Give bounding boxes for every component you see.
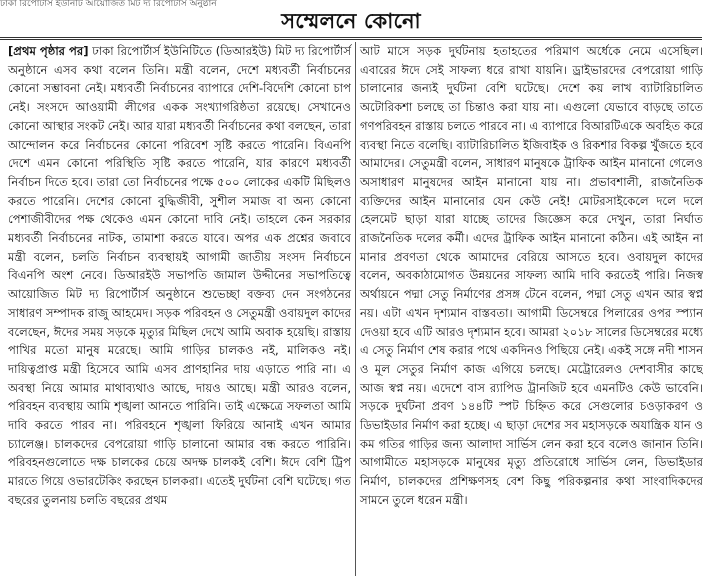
article-paragraph-left [8,42,351,510]
continuation-dateline: [প্রথম পৃষ্ঠার পর] [8,44,89,58]
article-column-left [8,42,351,576]
article-body-left: ঢাকা রিপোর্টার্স ইউনিটিতে (ডিআরইউ) মিট দ্য রিপোর্টার্স অনুষ্ঠানে এসব কথা বলেন তিনি। মন্ত্রী বলেন, দেশে মধ্যবর্তী নির্বাচনের কোনো সম্ভাবনা নেই। মধ্যবর্তী নির্বাচনের ব্যাপারে দেশি-বিদেশি কোনো চাপ নেই। সংসদে আওয়ামী লীগের একক সংখ্যাগরিষ্ঠতা রয়েছে। সেখানেও কোনো আস্থার সংকট নেই। আর যারা মধ্যবর্তী নির্বাচনের কথা বলছেন, তারা আন্দোলন করে নির্বাচনের কোনো পরিবেশ সৃষ্টি করতে পারেনি। বিএনপি দেশে এমন কোনো পরিস্থিতি সৃষ্টি করতে পারেনি, যার কারণে মধ্যবর্তী নির্বাচন দিতে হবে। তারা তো নির্বাচনের পক্ষে ৫০০ লোকের একটি মিছিলও করতে পারেনি। দেশের কোনো বুদ্ধিজীবী, সুশীল সমাজ বা অন্য কোনো পেশাজীবীদের পক্ষ থেকেও এমন কোনো দাবি নেই। তাহলে কেন সরকার মধ্যবর্তী নির্বাচনের নাটক, তামাশা করতে যাবে। অপর এক প্রশ্নের জবাবে মন্ত্রী বলেন, চলতি নির্বাচন ব্যবস্থায়ই আগামী জাতীয় সংসদ নির্বাচনে বিএনপি অংশ নেবে। ডিআরইউ সভাপতি জামাল উদ্দীনের সভাপতিত্বে আয়োজিত মিট দ্য রিপোর্টার্স অনুষ্ঠানে শুভেচ্ছা বক্তব্য দেন সংগঠনের সাধারণ সম্পাদক রাজু আহমেদ। সড়ক পরিবহন ও সেতুমন্ত্রী ওবায়দুল কাদের বলেছেন, ঈদের সময় সড়কে মৃত্যুর মিছিল দেখে আমি অবাক হয়েছি। রাস্তায় পাখির মতো মানুষ মরেছে। আমি গাড়ির চালকও নই, মালিকও নই। দায়িত্বপ্রাপ্ত মন্ত্রী হিসেবে আমি এসব প্রাণহানির দায় এড়াতে পারি না। এ অবস্থা নিয়ে আমার মাথাব্যথাও আছে, দায়ও আছে। মন্ত্রী আরও বলেন, পরিবহন ব্যবস্থায় আমি শৃঙ্খলা আনতে পারিনি। তাই এক্ষেত্রে সফলতা আমি দাবি করতে পারব না। পরিবহনে শৃঙ্খলা ফিরিয়ে আনাই এখন আমার চ্যালেঞ্জ। চালকদের বেপরোয়া গাড়ি চালানো আমার বন্ধ করতে পারিনি। পরিবহনগুলোতে দক্ষ চালকের চেয়ে অদক্ষ চালকই বেশি। ঈদে বেশি ট্রিপ মারতে গিয়ে ওভারটেকিং করছেন চালকরা। এতেই দুর্ঘটনা বেশি ঘটেছে। গত বছরের তুলনায় চলতি বছরের প্রথম [8,44,351,507]
headline: সম্মেলনে কোনো [281,9,421,33]
article-column-right [360,42,703,576]
article-body-right: আট মাসে সড়ক দুর্ঘটনায় হতাহতের পরিমাণ অর্ধেকে নেমে এসেছিল। এবারের ঈদে সেই সাফল্য ধরে রাখা যায়নি। ড্রাইভারদের বেপরোয়া গাড়ি চালানোর জন্যই দুর্ঘটনা বেশি ঘটেছে। দেশে কয় লাখ ব্যাটারিচালিত অটোরিকশা চলছে তা চিন্তাও করা যায় না। এগুলো যেভাবে বাড়ছে তাতে গণপরিবহন রাস্তায় চলতে পারবে না। এ ব্যাপারে বিআরটিএকে অবহিত করে ব্যবস্থা নিতে বলেছি। ব্যাটারিচালিত ইজিবাইক ও রিকশার বিকল্প খুঁজতে হবে আমাদের। সেতুমন্ত্রী বলেন, সাধারণ মানুষকে ট্রাফিক আইন মানানো গেলেও অসাধারণ মানুষদের আইন মানানো যায় না। প্রভাবশালী, রাজনৈতিক ব্যক্তিদের আইন মানানোর যেন কেউ নেই! মোটরসাইকেলে দলে দলে হেলমেট ছাড়া যারা যাচ্ছে তাদের জিজ্ঞেস করে দেখুন, তারা নির্ঘাত রাজনৈতিক দলের কর্মী। এদের ট্রাফিক আইন মানানো কঠিন। এই আইন না মানার প্রবণতা থেকে আমাদের বেরিয়ে আসতে হবে। ওবায়দুল কাদের বলেন, অবকাঠামোগত উন্নয়নের সাফল্য আমি দাবি করতেই পারি। নিজস্ব অর্থায়নে পদ্মা সেতু নির্মাণের প্রসঙ্গ টেনে বলেন, পদ্মা সেতু এখন আর স্বপ্ন নয়। এটা এখন দৃশ্যমান বাস্তবতা। আগামী ডিসেম্বরে পিলারের ওপর স্প্যান দেওয়া হবে এটি আরও দৃশ্যমান হবে। আমরা ২০১৮ সালের ডিসেম্বরের মধ্যে এ সেতু নির্মাণ শেষ করার পথে একদিনও পিছিয়ে নেই। একই সঙ্গে নদী শাসন ও মূল সেতুর নির্মাণ কাজ এগিয়ে চলছে। মেট্রোরেলও দেশবাসীর কাছে আজ স্বপ্ন নয়। এদেশে বাস র‍্যাপিড ট্রানজিট হবে এমনটিও কেউ ভাবেনি। সড়কে দুর্ঘটনা প্রবণ ১৪৪টি স্পট চিহ্নিত করে সেগুলোর চওড়াকরণ ও ডিভাইডার নির্মাণ করা হচ্ছে। এ ছাড়া দেশের সব মহাসড়কে অযান্ত্রিক যান ও কম গতির গাড়ির জন্য আলাদা সার্ভিস লেন করা হবে বলেও জানান তিনি। আগামীতে মহাসড়কে মানুষের মৃত্যু প্রতিরোধে সার্ভিস লেন, ডিভাইডার নির্মাণ, চালকদের প্রশিক্ষণসহ বেশ কিছু পরিকল্পনার কথা সাংবাদিকদের সামনে তুলে ধরেন মন্ত্রী। [360,44,703,507]
column-divider [355,42,356,576]
top-cut-text: ঢাকা রিপোর্টার্স ইউনিটি আয়োজিত মিট দ্য রিপোর্টার্স অনুষ্ঠান [0,0,217,9]
headline-rule-bottom [0,39,702,40]
headline-rule-top [0,37,702,38]
